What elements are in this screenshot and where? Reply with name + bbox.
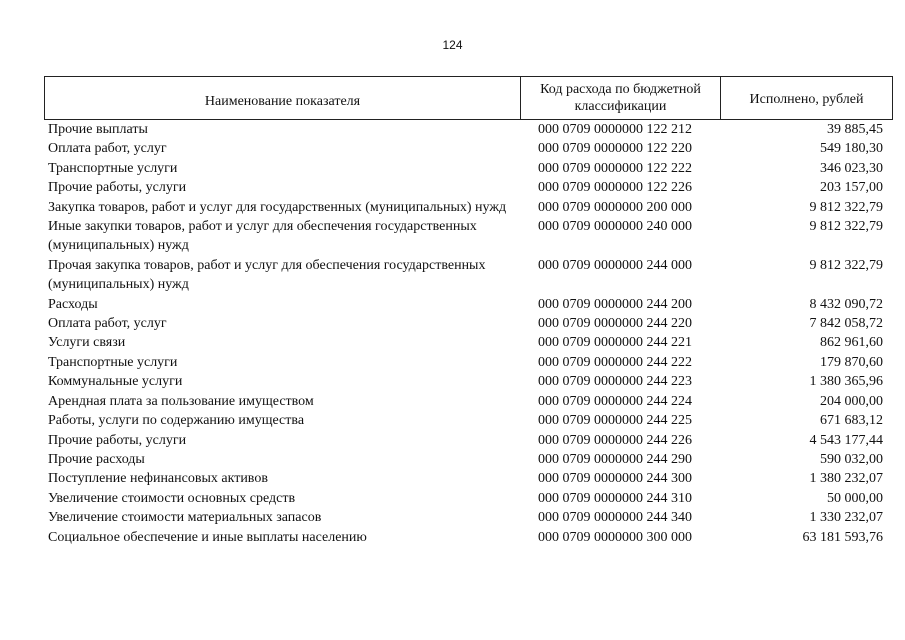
header-amount: Исполнено, рублей — [749, 91, 864, 107]
table-row — [44, 314, 893, 333]
table-row — [44, 372, 893, 391]
row-code-cell: 000 0709 0000000 240 000 — [538, 219, 692, 235]
table-row — [44, 159, 893, 178]
row-name-cell: Арендная плата за пользование имуществом — [48, 393, 314, 409]
row-amount-cell: 862 961,60 — [820, 335, 883, 351]
row-name-cell: Увеличение стоимости основных средств — [48, 490, 296, 506]
row-amount-cell: 204 000,00 — [820, 393, 883, 409]
row-code-cell: 000 0709 0000000 244 300 — [538, 471, 692, 487]
row-code-cell: 000 0709 0000000 244 220 — [538, 316, 692, 332]
row-amount-cell: 4 543 177,44 — [809, 432, 883, 448]
table-row — [44, 139, 893, 158]
row-code-cell: 000 0709 0000000 244 225 — [538, 413, 692, 429]
row-name-cell: Транспортные услуги — [48, 354, 178, 370]
row-code-cell: 000 0709 0000000 122 226 — [538, 180, 692, 196]
table-row — [44, 198, 893, 217]
row-name-cell: Услуги связи — [48, 335, 126, 351]
table-row — [44, 353, 893, 372]
table-body — [44, 120, 893, 547]
table-row — [44, 528, 893, 547]
table-row — [44, 256, 893, 295]
page-number: 124 — [442, 38, 463, 52]
expenditure-table — [44, 76, 893, 547]
row-code-cell: 000 0709 0000000 122 222 — [538, 160, 692, 176]
row-name-cell: Оплата работ, услуг — [48, 316, 167, 332]
row-code-cell: 000 0709 0000000 244 226 — [538, 432, 692, 448]
row-name-cell: Закупка товаров, работ и услуг для государственных (муниципальных) нужд — [48, 199, 507, 215]
row-amount-cell: 8 432 090,72 — [809, 296, 883, 312]
row-name-cell: Прочая закупка товаров, работ и услуг для обеспечения государственных (муниципальных) нужд — [48, 257, 486, 293]
row-name-cell: Увеличение стоимости материальных запасов — [48, 510, 322, 526]
row-amount-cell: 203 157,00 — [820, 180, 883, 196]
table-header — [44, 76, 893, 120]
row-amount-cell: 1 380 232,07 — [809, 471, 883, 487]
row-amount-cell: 1 380 365,96 — [809, 374, 883, 390]
row-code-cell: 000 0709 0000000 244 222 — [538, 354, 692, 370]
table-row — [44, 469, 893, 488]
row-amount-cell: 1 330 232,07 — [809, 510, 883, 526]
row-name-cell: Расходы — [48, 296, 98, 312]
row-code-cell: 000 0709 0000000 244 340 — [538, 510, 692, 526]
row-name-cell: Коммунальные услуги — [48, 374, 183, 390]
row-name-cell: Поступление нефинансовых активов — [48, 471, 268, 487]
row-code-cell: 000 0709 0000000 200 000 — [538, 199, 692, 215]
row-name-cell: Работы, услуги по содержанию имущества — [48, 413, 305, 429]
row-code-cell: 000 0709 0000000 122 212 — [538, 122, 692, 137]
row-code-cell: 000 0709 0000000 244 221 — [538, 335, 692, 351]
row-name-cell: Иные закупки товаров, работ и услуг для обеспечения государственных (муниципальных) нужд — [48, 219, 477, 254]
row-name-cell: Транспортные услуги — [48, 160, 178, 176]
row-code-cell: 000 0709 0000000 244 223 — [538, 374, 692, 390]
row-amount-cell: 179 870,60 — [820, 354, 883, 370]
row-code-cell: 000 0709 0000000 244 224 — [538, 393, 692, 409]
row-amount-cell: 50 000,00 — [827, 490, 883, 506]
table-row — [44, 333, 893, 352]
row-name-cell: Прочие работы, услуги — [48, 180, 187, 196]
row-code-cell: 000 0709 0000000 122 220 — [538, 141, 692, 157]
row-name-cell: Оплата работ, услуг — [48, 141, 167, 157]
row-amount-cell: 9 812 322,79 — [809, 219, 883, 235]
row-amount-cell: 671 683,12 — [820, 413, 883, 429]
row-code-cell: 000 0709 0000000 244 000 — [538, 257, 692, 273]
row-name-cell: Прочие расходы — [48, 451, 145, 467]
table-row — [44, 392, 893, 411]
row-amount-cell: 7 842 058,72 — [809, 316, 883, 332]
row-amount-cell: 9 812 322,79 — [809, 199, 883, 215]
row-amount-cell: 590 032,00 — [820, 451, 883, 467]
row-name-cell: Прочие выплаты — [48, 122, 148, 137]
row-amount-cell: 63 181 593,76 — [802, 529, 883, 545]
table-row — [44, 450, 893, 469]
row-code-cell: 000 0709 0000000 244 290 — [538, 451, 692, 467]
row-code-cell: 000 0709 0000000 244 200 — [538, 296, 692, 312]
table-row — [44, 178, 893, 197]
row-amount-cell: 549 180,30 — [820, 141, 883, 157]
row-amount-cell: 39 885,45 — [827, 122, 883, 137]
table-row — [44, 120, 893, 139]
header-name: Наименование показателя — [45, 77, 521, 119]
row-code-cell: 000 0709 0000000 300 000 — [538, 529, 692, 545]
row-code-cell: 000 0709 0000000 244 310 — [538, 490, 692, 506]
table-row — [44, 295, 893, 314]
table-row — [44, 508, 893, 527]
header-code: Код расхода по бюджетной классификации — [521, 77, 721, 119]
table-row — [44, 411, 893, 430]
table-row — [44, 217, 893, 256]
table-row — [44, 431, 893, 450]
table-row — [44, 489, 893, 508]
row-amount-cell: 346 023,30 — [820, 160, 883, 176]
row-name-cell: Прочие работы, услуги — [48, 432, 187, 448]
row-amount-cell: 9 812 322,79 — [809, 257, 883, 273]
row-name-cell: Социальное обеспечение и иные выплаты населению — [48, 529, 367, 545]
